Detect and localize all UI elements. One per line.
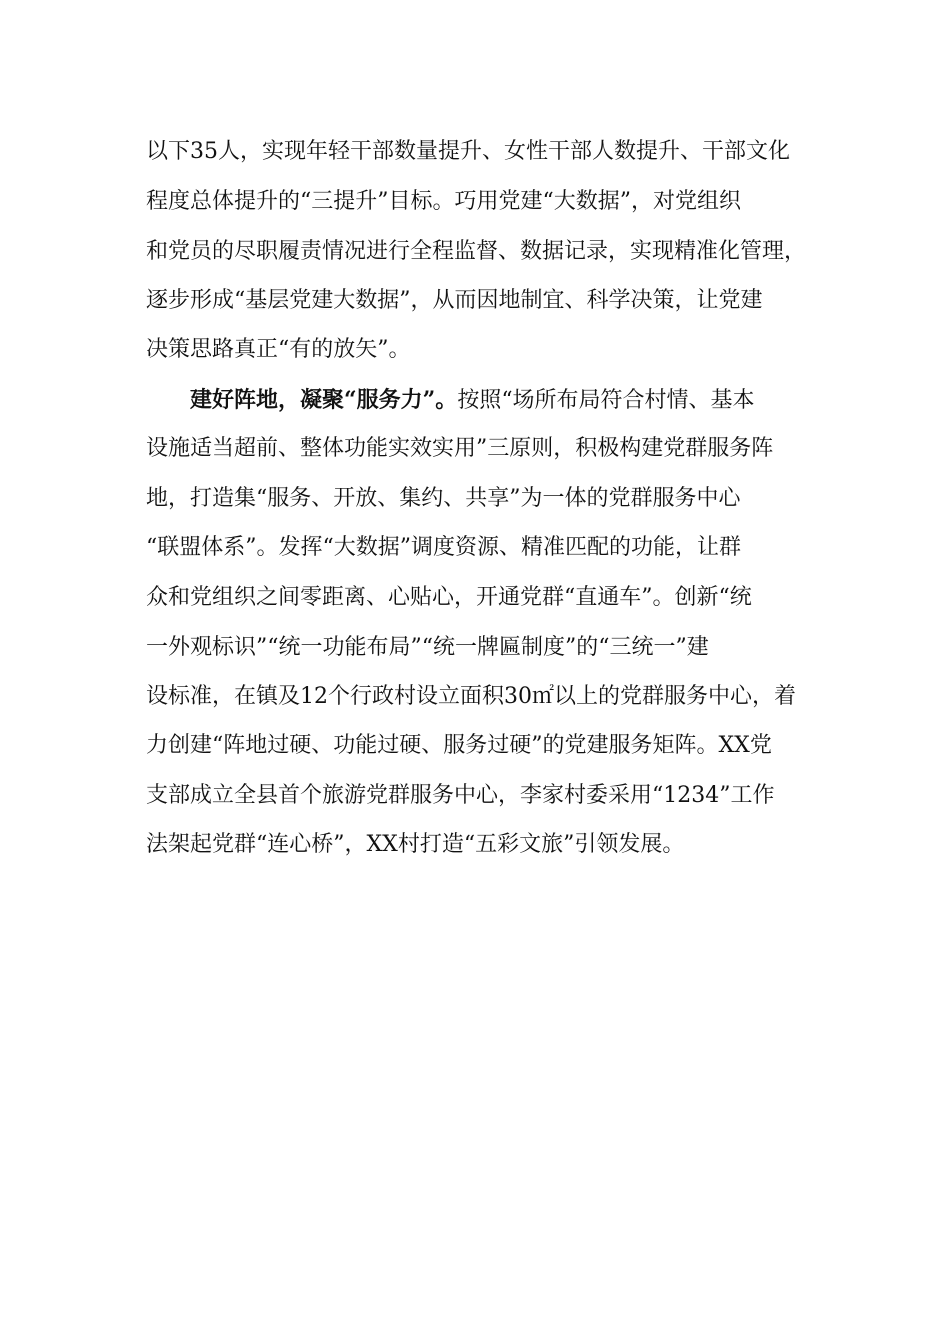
paragraph-2-line-6: 一外观标识”“统一功能布局”“统一牌匾制度”的“三统一”建 xyxy=(146,635,709,660)
paragraph-2-line-9: 支部成立全县首个旅游党群服务中心，李家村委采用“1234”工作 xyxy=(146,783,775,808)
paragraph-1-line-1: 以下35人，实现年轻干部数量提升、女性干部人数提升、干部文化 xyxy=(146,139,790,164)
paragraph-1-line-4: 逐步形成“基层党建大数据”，从而因地制宜、科学决策，让党建 xyxy=(146,288,763,313)
paragraph-2-line-4: “联盟体系”。发挥“大数据”调度资源、精准匹配的功能，让群 xyxy=(146,535,741,560)
paragraph-2-line-1-rest: 按照“场所布局符合村情、基本 xyxy=(457,388,755,413)
paragraph-2-line-7: 设标准，在镇及12个行政村设立面积30㎡以上的党群服务中心，着 xyxy=(146,684,796,709)
paragraph-1-line-5: 决策思路真正“有的放矢”。 xyxy=(146,337,411,362)
paragraph-2-line-10: 法架起党群“连心桥”，XX村打造“五彩文旅”引领发展。 xyxy=(146,832,685,857)
paragraph-1-line-3: 和党员的尽职履责情况进行全程监督、数据记录，实现精准化管理， xyxy=(146,239,806,264)
paragraph-2-line-1 xyxy=(190,376,806,424)
paragraph-1-line-2: 程度总体提升的“三提升”目标。巧用党建“大数据”，对党组织 xyxy=(146,189,741,214)
paragraph-2-line-2: 设施适当超前、整体功能实效实用”三原则，积极构建党群服务阵 xyxy=(146,436,774,461)
paragraph-2-heading: 建好阵地，凝聚“服务力”。 xyxy=(190,387,458,413)
paragraph-2-line-8: 力创建“阵地过硬、功能过硬、服务过硬”的党建服务矩阵。XX党 xyxy=(146,733,772,758)
paragraph-2-line-3: 地，打造集“服务、开放、集约、共享”为一体的党群服务中心 xyxy=(146,486,741,511)
paragraph-2-line-5: 众和党组织之间零距离、心贴心，开通党群“直通车”。创新“统 xyxy=(146,585,752,610)
